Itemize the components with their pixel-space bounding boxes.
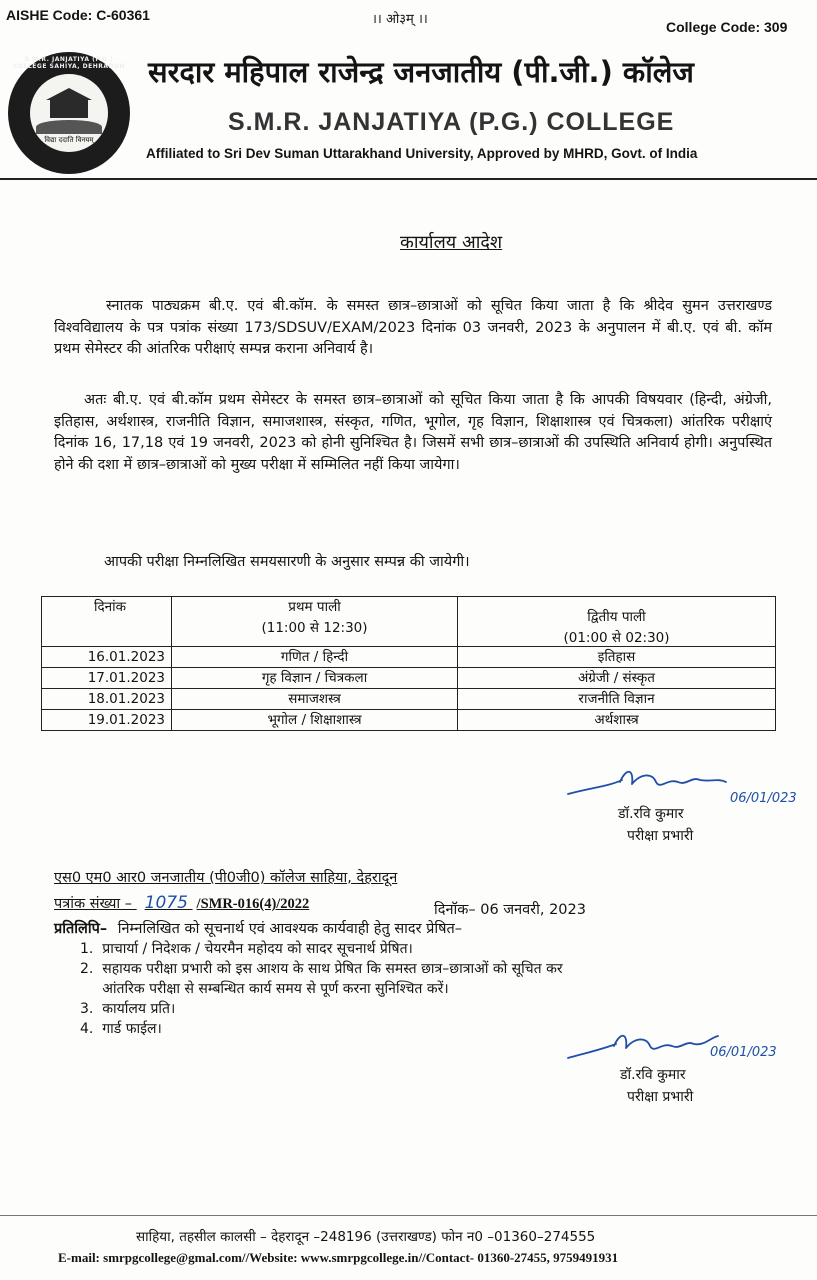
- exam-timetable: [41, 596, 776, 731]
- table-row: [42, 647, 776, 668]
- aishe-code: AISHE Code: C-60361: [6, 7, 150, 23]
- row-shift2: अर्थशास्त्र: [458, 710, 776, 731]
- paragraph-3: आपकी परीक्षा निम्नलिखित समयसारणी के अनुसार सम्पन्न की जायेगी।: [104, 554, 470, 570]
- signatory-2-name: डॉ.रवि कुमार: [620, 1067, 686, 1083]
- signatory-1-designation: परीक्षा प्रभारी: [627, 828, 694, 844]
- dispatch-college-line: एस0 एम0 आर0 जनजातीय (पी0जी0) कॉलेज साहिया, देहरादून: [54, 870, 398, 886]
- college-title-english: S.M.R. JANJATIYA (P.G.) COLLEGE: [228, 108, 675, 136]
- paragraph-2: अतः बी.ए. एवं बी.कॉम प्रथम सेमेस्टर के समस्त छात्र–छात्राओं को सूचित किया जाता है कि आपकी विषयवार (हिन्दी, अंग्रेजी, इतिहास, अर्थशास्त्र, राजनीति विज्ञान, समाजशास्त्र, संस्कृत, गणित, भूगोल, गृह विज्ञान, शिक्षाशास्त्र एवं चित्रकला) आंतरिक परीक्षाएं दिनांक 16, 17,18 एवं 19 जनवरी, 2023 को होनी सुनिश्चित है। जिसमें सभी छात्र–छात्राओं की उपस्थिति अनिवार्य होगी। अनुपस्थित होने की दशा में छात्र–छात्राओं को मुख्य परीक्षा में सम्मिलित नहीं किया जायेगा।: [54, 392, 772, 473]
- header-shift2: द्वितीय पाली (01:00 से 02:30): [458, 597, 776, 647]
- table-row: [42, 710, 776, 731]
- row-shift2: इतिहास: [458, 647, 776, 668]
- footer-address: साहिया, तहसील कालसी – देहरादून –248196 (उत्तराखण्ड) फोन न0 –01360–274555: [136, 1229, 596, 1245]
- letter-no-label: पत्रांक संख्या –: [54, 896, 133, 912]
- logo-ring-text: S.M.R. JANJATIYA (P.G.) COLLEGE SAHIYA, DEHRADUN: [13, 56, 125, 70]
- affiliation-line: Affiliated to Sri Dev Suman Uttarakhand University, Approved by MHRD, Govt. of India: [146, 146, 698, 161]
- row-date: 16.01.2023: [42, 647, 172, 668]
- college-title-hindi: सरदार महिपाल राजेन्द्र जनजातीय (पी.जी.) कॉलेज: [148, 55, 694, 89]
- letter-no-handwritten: 1075: [144, 893, 188, 913]
- document-heading: कार्यालय आदेश: [400, 232, 503, 253]
- copy-label: प्रतिलिपि–: [54, 921, 108, 937]
- table-header-row: [42, 597, 776, 647]
- list-item: 2. सहायक परीक्षा प्रभारी को इस आशय के साथ प्रेषित कि समस्त छात्र–छात्राओं को सूचित कर: [80, 961, 563, 977]
- row-shift1: भूगोल / शिक्षाशास्त्र: [172, 710, 458, 731]
- college-logo: [8, 52, 130, 174]
- copy-text: निम्नलिखित को सूचनार्थ एवं आवश्यक कार्यवाही हेतु सादर प्रेषित–: [117, 921, 463, 937]
- table-row: [42, 668, 776, 689]
- list-item: आंतरिक परीक्षा से सम्बन्धित कार्य समय से पूर्ण करना सुनिश्चित करें।: [80, 981, 449, 997]
- signatory-2-designation: परीक्षा प्रभारी: [627, 1089, 694, 1105]
- logo-motto: विद्या ददाति विनयम्: [44, 136, 94, 144]
- building-icon: [46, 88, 92, 100]
- signature-1: [560, 760, 810, 820]
- copy-list: [80, 939, 563, 1039]
- row-date: 18.01.2023: [42, 689, 172, 710]
- row-date: 19.01.2023: [42, 710, 172, 731]
- dispatch-date: दिनॉक– 06 जनवरी, 2023: [434, 902, 586, 918]
- footer-divider: [0, 1215, 817, 1216]
- signature-1-date: 06/01/023: [730, 791, 797, 806]
- row-shift1: समाजशस्त्र: [172, 689, 458, 710]
- header-divider: [0, 178, 817, 180]
- signature-2-date: 06/01/023: [710, 1045, 777, 1060]
- list-item: 3. कार्यालय प्रति।: [80, 1001, 176, 1017]
- list-item: 1. प्राचार्या / निदेशक / चेयरमैन महोदय को सादर सूचनार्थ प्रेषित।: [80, 941, 413, 957]
- college-code: College Code: 309: [666, 19, 788, 35]
- om-invocation: ।। ओ३म् ।।: [372, 12, 428, 27]
- mountain-icon: [36, 120, 102, 134]
- letter-number: [54, 893, 309, 913]
- row-shift2: राजनीति विज्ञान: [458, 689, 776, 710]
- letter-no-ref: /SMR-016(4)/2022: [196, 896, 310, 912]
- header-date: दिनांक: [42, 597, 172, 647]
- row-shift1: गृह विज्ञान / चित्रकला: [172, 668, 458, 689]
- footer-contact: E-mail: smrpgcollege@gmal.com//Website: www.smrpgcollege.in//Contact- 01360-27455, 9759491931: [58, 1250, 619, 1265]
- table-row: [42, 689, 776, 710]
- copy-to-line: [54, 918, 462, 938]
- signatory-1-name: डॉ.रवि कुमार: [618, 806, 684, 822]
- row-date: 17.01.2023: [42, 668, 172, 689]
- row-shift1: गणित / हिन्दी: [172, 647, 458, 668]
- paragraph-1: स्नातक पाठ्यक्रम बी.ए. एवं बी.कॉम. के समस्त छात्र–छात्राओं को सूचित किया जाता है कि श्रीदेव सुमन उत्तराखण्ड विश्वविद्यालय के पत्र पत्रांक संख्या 173/SDSUV/EXAM/2023 दिनांक 03 जनवरी, 2023 के अनुपालन में बी.ए. एवं बी. कॉम प्रथम सेमेस्टर की आंतरिक परीक्षाएं सम्पन्न कराना अनिवार्य है।: [54, 298, 772, 357]
- header-shift1: प्रथम पाली (11:00 से 12:30): [172, 597, 458, 647]
- row-shift2: अंग्रेजी / संस्कृत: [458, 668, 776, 689]
- list-item: 4. गार्ड फाईल।: [80, 1021, 162, 1037]
